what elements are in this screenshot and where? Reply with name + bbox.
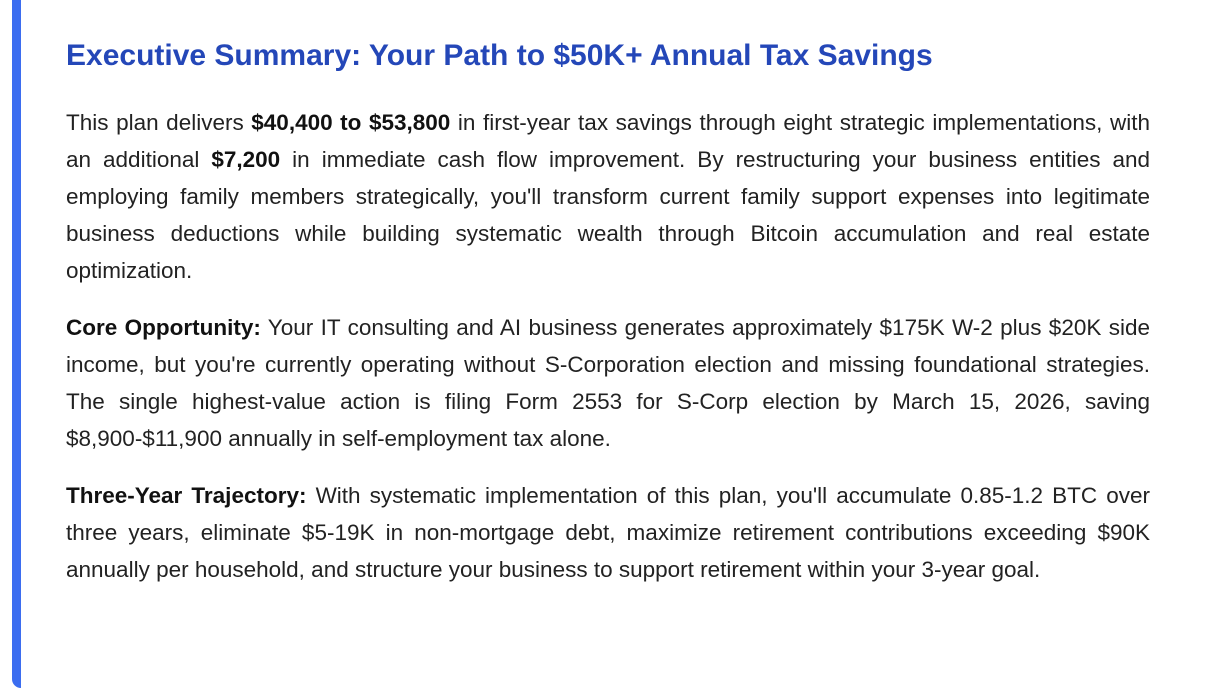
trajectory-paragraph: [66, 477, 1150, 588]
intro-text-3: in immediate cash flow improvement. By restructuring your business entities and employing family members strategically, you'll transform current family support expenses into legitimate business deductions while building systematic wealth through Bitcoin accumulation and real estate optimization.: [66, 147, 1151, 283]
summary-content: [66, 36, 1150, 608]
trajectory-text: With systematic implementation of this plan, you'll accumulate 0.85-1.2 BTC over three years, eliminate $5-19K in non-mortgage debt, maximize retirement contributions exceeding $90K annually per household, and structure your business to support retirement within your 3-year goal.: [66, 483, 1150, 582]
intro-text-2: in first-year tax savings through eight strategic implementations, with an additional: [66, 110, 1150, 172]
cash-flow-amount: $7,200: [211, 147, 281, 172]
savings-range: $40,400 to $53,800: [251, 110, 451, 135]
core-opportunity-label: Core Opportunity:: [66, 315, 261, 340]
trajectory-label: Three-Year Trajectory:: [66, 483, 307, 508]
intro-text-1: This plan delivers: [66, 110, 252, 135]
section-title: Executive Summary: Your Path to $50K+ Annual Tax Savings: [66, 39, 933, 72]
intro-paragraph: [66, 104, 1150, 289]
core-opportunity-paragraph: [66, 309, 1150, 457]
accent-bar: [12, 0, 21, 688]
core-opportunity-text: Your IT consulting and AI business generates approximately $175K W-2 plus $20K side income, but you're currently operating without S-Corporation election and missing foundational strategies. The single highest-value action is filing Form 2553 for S-Corp election by March 15, 2026, saving $8,900-$11,900 annually in self-employment tax alone.: [66, 315, 1150, 451]
